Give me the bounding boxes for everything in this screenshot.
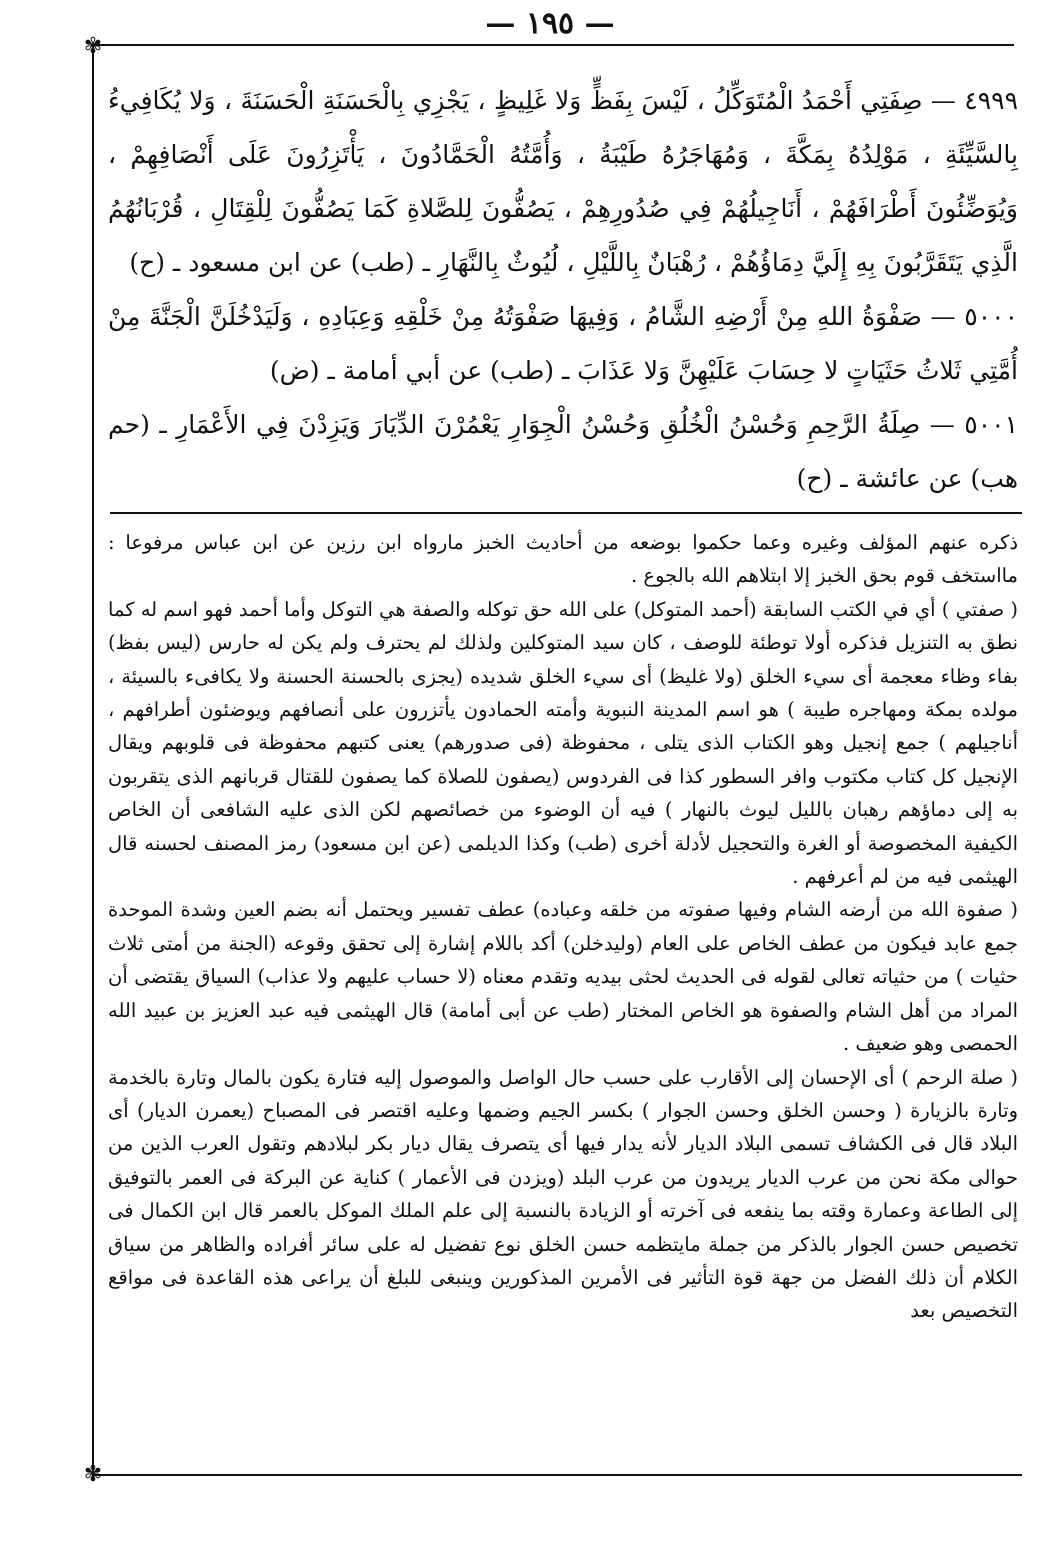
page-number: — ١٩٥ — (485, 6, 615, 41)
commentary-paragraph: ( صلة الرحم ) أى الإحسان إلى الأقارب على حسب حال الواصل والموصول إليه فتارة يكون بالمال وتارة بالخدمة وتارة بالزيارة ( وحسن الخلق وحسن الجوار ) بكسر الجيم وضمها وعليه اقتصر فى المصباح (يعمرن الديار) أى البلاد قال فى الكشاف تسمى البلاد الديار لأنه يدار فيها أى يتصرف يقال ديار بكر لبلادهم وتقول العرب الذين من حوالى مكة نحن من عرب الديار يريدون من عرب البلد (ويزدن فى الأعمار ) كناية عن البركة فى العمر بالتوفيق إلى الطاعة وعمارة وقته بما ينفعه فى آخرته أو الزيادة بالنسبة إلى علم الملك الموكل بالعمر قال ابن الكمال فى تخصيص حسن الجوار بالذكر من جملة مايتظمه حسن الخلق نوع تفضيل له على سائر أفراده والظاهر من سياق الكلام أن ذلك الفضل من جهة قوة التأثير فى الأمرين المذكورين وينبغى للبلغ أن يراعى هذه القاعدة فى مواقع التخصيص بعد (108, 1065, 1018, 1323)
hadith-4999: ٤٩٩٩ — صِفَتِي أَحْمَدُ الْمُتَوَكِّلُ ، لَيْسَ بِفَظٍّ وَلا غَلِيظٍ ، يَجْزِي بِالْحَسَنَةِ الْحَسَنَةَ ، وَلا يُكَافِيءُ بِالسَّيِّئَةِ ، مَوْلِدُهُ بِمَكَّةَ ، وَمُهَاجَرُهُ طَيْبَةُ ، وَأُمَّتُهُ الْحَمَّادُونَ ، يَأْتَزِرُونَ عَلَى أَنْصَافِهِمْ ، وَيُوَضِّئُونَ أَطْرَافَهُمْ ، أَنَاجِيلُهُمْ فِي صُدُورِهِمْ ، يَصُفُّونَ لِلصَّلاةِ كَمَا يَصُفُّونَ لِلْقِتَالِ ، قُرْبَانُهُمُ الَّذِي يَتَقَرَّبُونَ بِهِ إِلَيَّ دِمَاؤُهُمْ ، رُهْبَانٌ بِاللَّيْلِ ، لُيُوثٌ بِالنَّهَارِ ـ (طب) عن ابن مسعود ـ (ح) (108, 86, 1018, 277)
commentary-block (108, 526, 1018, 1328)
commentary-paragraph: ( صفتي ) أي في الكتب السابقة (أحمد المتوكل) على الله حق توكله والصفة هي التوكل وأما أحمد فهو اسم له كما نطق به التنزيل فذكره أولا توطئة للوصف ، كان سيد المتوكلين ولذلك لم يحترف ولم يكن له حارس (ليس بفظ) بفاء وظاء معجمة أى سيء الخلق (ولا غليظ) أى سيء الخلق شديده (يجزى بالحسنة الحسنة ولا يكافىء بالسيئة ، مولده بمكة ومهاجره طيبة ) هو اسم المدينة النبوية وأمته الحمادون يأتزرون على أنصافهم ويوضئون أطرافهم ، أناجيلهم ) جمع إنجيل وهو الكتاب الذى يتلى ، محفوظة (فى صدورهم) يعنى كتبهم محفوظة فى قلوبهم ويقال الإنجيل كل كتاب مكتوب وافر السطور كذا فى الفردوس (يصفون للصلاة كما يصفون للقتال قربانهم الذى يتقربون به إلى دماؤهم رهبان بالليل ليوث بالنهار ) فيه أن الوضوء من خصائصهم لكن الذى عليه الشافعى أن الخاص الكيفية المخصوصة أو الغرة والتحجيل لأدلة أخرى (طب) وكذا الديلمى (عن ابن مسعود) رمز المصنف لحسنه قال الهيثمى فيه من لم أعرفهم . (108, 597, 1018, 889)
hadith-text-block (108, 74, 1018, 506)
hadith-5001: ٥٠٠١ — صِلَةُ الرَّحِمِ وَحُسْنُ الْخُلُقِ وَحُسْنُ الْجِوَارِ يَعْمُرْنَ الدِّيَارَ وَيَزِدْنَ فِي الأَعْمَارِ ـ (حم هب) عن عائشة ـ (ح) (108, 410, 1018, 493)
hadith-5000: ٥٠٠٠ — صَفْوَةُ اللهِ مِنْ أَرْضِهِ الشَّامُ ، وَفِيهَا صَفْوَتُهُ مِنْ خَلْقِهِ وَعِبَادِهِ ، وَلَيَدْخُلَنَّ الْجَنَّةَ مِنْ أُمَّتِي ثَلاثُ حَثَيَاتٍ لا حِسَابَ عَلَيْهِنَّ وَلا عَذَابَ ـ (طب) عن أبي أمامة ـ (ض) (108, 302, 1018, 385)
ornament-icon: ✾ (83, 1462, 103, 1487)
frame-left-rule (92, 46, 94, 1474)
footer-rule (92, 1474, 1022, 1476)
separator-rule (110, 512, 1022, 514)
commentary-paragraph: ( صفوة الله من أرضه الشام وفيها صفوته من خلقه وعباده) عطف تفسير ويحتمل أنه بضم العين وشدة الموحدة جمع عابد فيكون من عطف الخاص على العام (وليدخلن) أكد باللام إشارة إلى تحقق وقوعه (الجنة من أمتى ثلاث حثيات ) من حثياته تعالى لقوله فى الحديث لحثى بيديه وتقدم معناه (لا حساب عليهم ولا عذاب) السياق يقتضى أن المراد من أهل الشام والصفوة هو الخاص المختار (طب عن أبى أمامة) قال الهيثمى فيه عبد العزيز بن عبيد الله الحمصى وهو ضعيف . (108, 898, 1018, 1056)
commentary-paragraph: ذكره عنهم المؤلف وغيره وعما حكموا بوضعه من أحاديث الخبز مارواه ابن رزين عن ابن عباس مرفوعا : مااستخف قوم بحق الخبز إلا ابتلاهم الله بالجوع . (108, 531, 1018, 588)
ornament-icon: ✾ (83, 34, 103, 59)
header-rule (92, 44, 1014, 46)
